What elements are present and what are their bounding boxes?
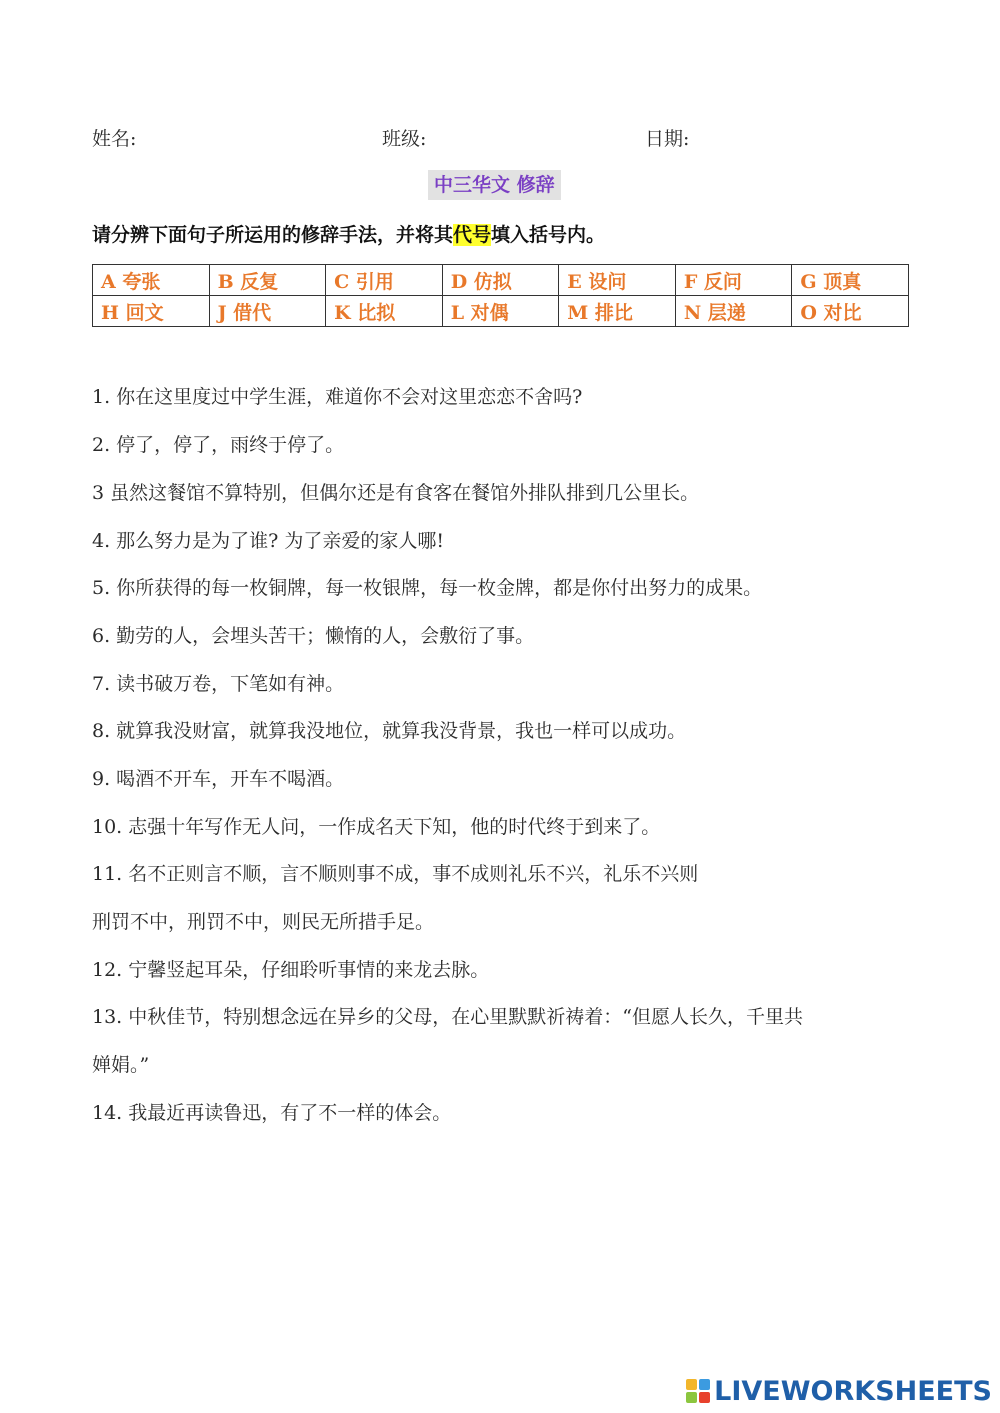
question-10: 10. 志强十年写作无人问，一作成名天下知，他的时代终于到来了。: [92, 816, 661, 838]
question-13-continued: 婵娟。”: [92, 1054, 150, 1076]
option-cell: A 夸张: [93, 265, 210, 296]
class-label: 班级:: [382, 128, 427, 150]
option-cell: L 对偶: [442, 296, 559, 327]
instruction-before: 请分辨下面句子所运用的修辞手法，并将其: [92, 224, 454, 246]
option-cell: D 仿拟: [442, 265, 559, 296]
page-title: 中三华文 修辞: [428, 170, 561, 200]
option-cell: F 反问: [675, 265, 792, 296]
question-6: 6. 勤劳的人，会埋头苦干；懒惰的人，会敷衍了事。: [92, 625, 535, 647]
rhetoric-options-table: [92, 264, 909, 327]
question-7: 7. 读书破万卷，下笔如有神。: [92, 673, 345, 695]
instruction-highlight: 代号: [453, 224, 492, 246]
option-cell: H 回文: [93, 296, 210, 327]
option-cell: M 排比: [559, 296, 676, 327]
option-cell: E 设问: [559, 265, 676, 296]
question-2: 2. 停了，停了，雨终于停了。: [92, 434, 345, 456]
logo-mark-icon: [686, 1379, 710, 1403]
instruction-after: 填入括号内。: [491, 224, 606, 246]
option-cell: N 层递: [675, 296, 792, 327]
liveworksheets-logo: [686, 1376, 992, 1406]
question-12: 12. 宁馨竖起耳朵，仔细聆听事情的来龙去脉。: [92, 959, 490, 981]
question-4: 4. 那么努力是为了谁? 为了亲爱的家人哪!: [92, 530, 445, 552]
options-row: [93, 265, 909, 296]
question-8: 8. 就算我没财富，就算我没地位，就算我没背景，我也一样可以成功。: [92, 720, 687, 742]
name-label: 姓名:: [92, 128, 137, 150]
date-label: 日期:: [645, 128, 690, 150]
option-cell: J 借代: [209, 296, 326, 327]
question-13: 13. 中秋佳节，特别想念远在异乡的父母，在心里默默祈祷着：“但愿人长久，千里共: [92, 1006, 803, 1028]
option-cell: K 比拟: [326, 296, 443, 327]
question-5: 5. 你所获得的每一枚铜牌，每一枚银牌，每一枚金牌，都是你付出努力的成果。: [92, 577, 763, 599]
question-11-continued: 刑罚不中，刑罚不中，则民无所措手足。: [92, 911, 435, 933]
question-11: 11. 名不正则言不顺，言不顺则事不成，事不成则礼乐不兴，礼乐不兴则: [92, 863, 699, 885]
question-14: 14. 我最近再读鲁迅，有了不一样的体会。: [92, 1102, 452, 1124]
options-row: [93, 296, 909, 327]
question-9: 9. 喝酒不开车，开车不喝酒。: [92, 768, 345, 790]
logo-text: LIVEWORKSHEETS: [714, 1375, 992, 1407]
question-3: 3 虽然这餐馆不算特别，但偶尔还是有食客在餐馆外排队排到几公里长。: [92, 482, 700, 504]
option-cell: O 对比: [792, 296, 909, 327]
instruction-text: [92, 220, 605, 247]
question-1: 1. 你在这里度过中学生涯，难道你不会对这里恋恋不舍吗?: [92, 386, 583, 408]
option-cell: C 引用: [326, 265, 443, 296]
option-cell: B 反复: [209, 265, 326, 296]
option-cell: G 顶真: [792, 265, 909, 296]
